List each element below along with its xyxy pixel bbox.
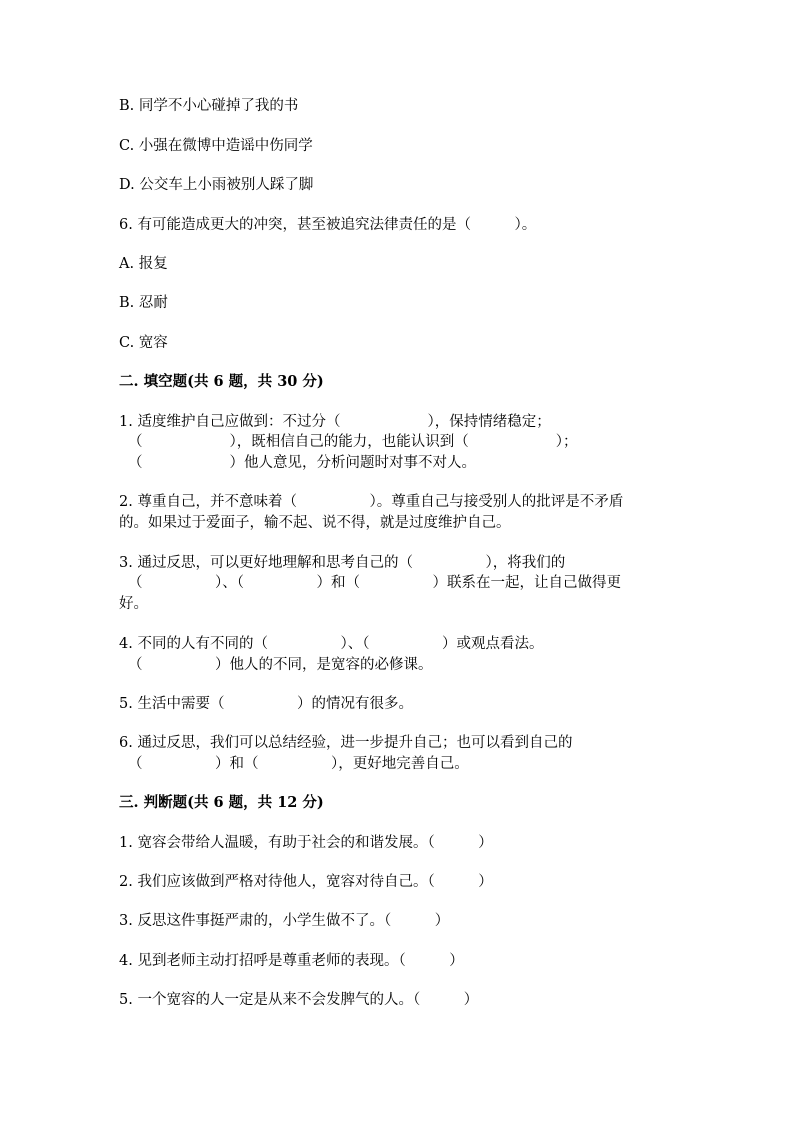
option-c: C. 小强在微博中造谣中伤同学	[119, 138, 313, 154]
fill-q2-line-2: 的。如果过于爱面子，输不起、说不得，就是过度维护自己。	[119, 515, 511, 531]
fill-q6-line-2: （ ）和（ ），更好地完善自己。	[128, 756, 469, 772]
judge-item-4: 4. 见到老师主动打招呼是尊重老师的表现。（ ）	[119, 953, 464, 969]
section-3-heading: 三. 判断题(共 6 题，共 12 分)	[119, 794, 324, 811]
judge-item-5: 5. 一个宽容的人一定是从来不会发脾气的人。（ ）	[119, 992, 479, 1008]
fill-q1-line-3: （ ）他人意见，分析问题时对事不对人。	[128, 455, 476, 471]
fill-q3-line-1: 3. 通过反思，可以更好地理解和思考自己的（ ），将我们的	[119, 555, 566, 571]
judge-item-1: 1. 宽容会带给人温暖，有助于社会的和谐发展。（ ）	[119, 835, 493, 851]
fill-q3-line-3: 好。	[119, 596, 148, 612]
question-6-option-b: B. 忍耐	[119, 295, 168, 311]
fill-q3-line-2: （ ）、（ ）和（ ）联系在一起，让自己做得更	[128, 575, 621, 591]
question-6-option-c: C. 宽容	[119, 335, 168, 351]
section-2-heading: 二. 填空题(共 6 题，共 30 分)	[119, 373, 324, 390]
fill-q4-line-2: （ ）他人的不同，是宽容的必修课。	[128, 657, 433, 673]
fill-q2-line-1: 2. 尊重自己，并不意味着（ ）。尊重自己与接受别人的批评是不矛盾	[119, 494, 624, 510]
question-6-stem: 6. 有可能造成更大的冲突，甚至被追究法律责任的是（ ）。	[119, 217, 537, 233]
fill-q4-line-1: 4. 不同的人有不同的（ ）、（ ）或观点看法。	[119, 636, 544, 652]
option-b: B. 同学不小心碰掉了我的书	[119, 98, 299, 114]
fill-q6-line-1: 6. 通过反思，我们可以总结经验，进一步提升自己；也可以看到自己的	[119, 735, 573, 751]
judge-item-3: 3. 反思这件事挺严肃的，小学生做不了。（ ）	[119, 913, 450, 929]
option-d: D. 公交车上小雨被别人踩了脚	[119, 177, 314, 193]
question-6-option-a: A. 报复	[119, 256, 168, 272]
fill-q5-line-1: 5. 生活中需要（ ）的情况有很多。	[119, 696, 413, 712]
fill-q1-line-2: （ ），既相信自己的能力，也能认识到（ ）；	[128, 434, 578, 450]
judge-item-2: 2. 我们应该做到严格对待他人，宽容对待自己。（ ）	[119, 874, 493, 890]
fill-q1-line-1: 1. 适度维护自己应做到：不过分（ ），保持情绪稳定；	[119, 414, 551, 430]
